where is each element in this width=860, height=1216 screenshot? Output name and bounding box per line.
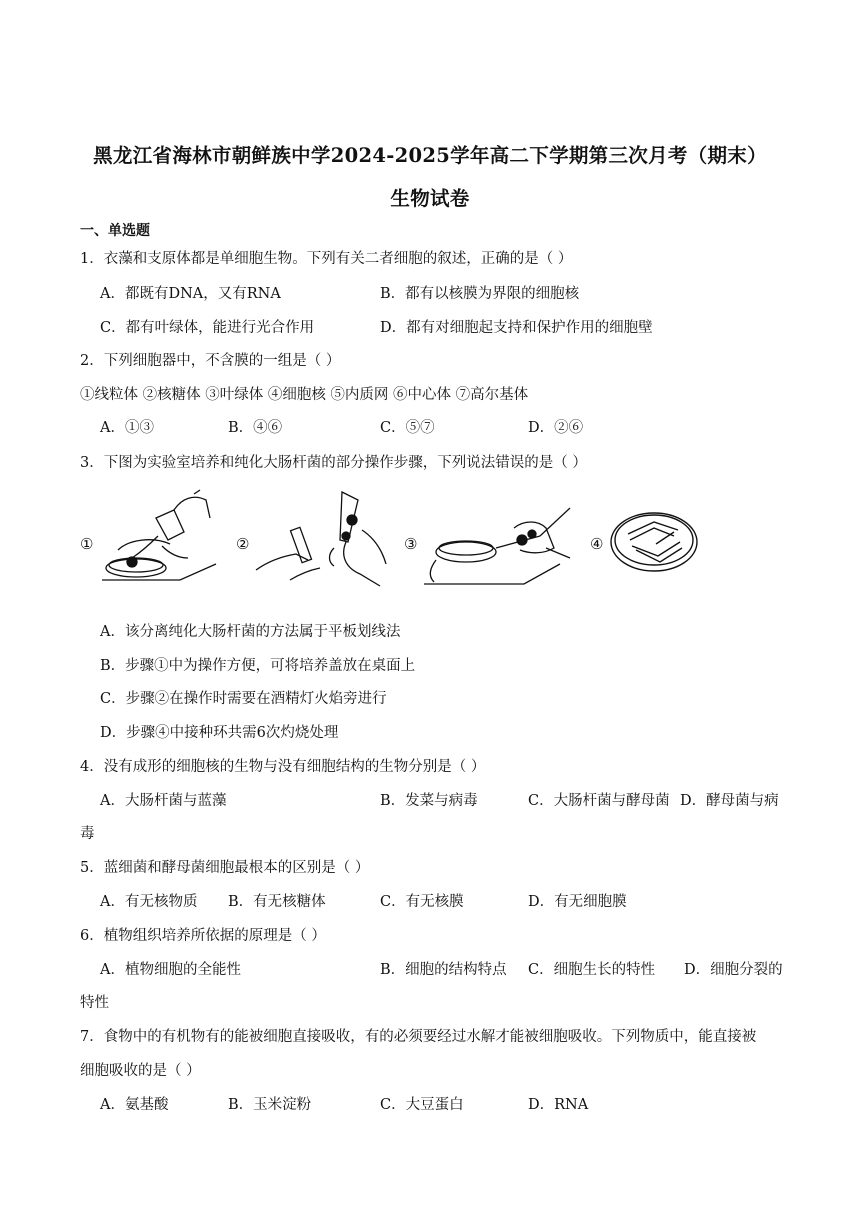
figure-label-1: ① bbox=[80, 535, 94, 553]
q1-option-d: D．都有对细胞起支持和保护作用的细胞壁 bbox=[380, 320, 653, 336]
exam-title: 黑龙江省海林市朝鲜族中学2024-2025学年高二下学期第三次月考（期末） bbox=[93, 144, 767, 167]
step-1-illustration bbox=[98, 488, 228, 590]
q4-option-c: C．大肠杆菌与酵母菌 bbox=[528, 793, 670, 809]
q7-option-a: A．氨基酸 bbox=[100, 1097, 169, 1113]
q1-option-a: A．都既有DNA，又有RNA bbox=[100, 286, 281, 302]
q3-option-a: A．该分离纯化大肠杆菌的方法属于平板划线法 bbox=[100, 624, 401, 640]
figure-label-2: ② bbox=[236, 535, 250, 553]
section-heading: 一、单选题 bbox=[80, 223, 150, 239]
question-2-note: ①线粒体 ②核糖体 ③叶绿体 ④细胞核 ⑤内质网 ⑥中心体 ⑦高尔基体 bbox=[80, 387, 529, 403]
question-1-stem: 1．衣藻和支原体都是单细胞生物。下列有关二者细胞的叙述，正确的是（ ） bbox=[80, 251, 573, 267]
question-6-stem: 6．植物组织培养所依据的原理是（ ） bbox=[80, 928, 326, 944]
q2-option-d: D．②⑥ bbox=[528, 420, 584, 436]
q5-option-a: A．有无核物质 bbox=[100, 894, 198, 910]
exam-subtitle: 生物试卷 bbox=[390, 187, 470, 210]
q2-option-a: A．①③ bbox=[100, 420, 154, 436]
question-5-stem: 5．蓝细菌和酵母菌细胞最根本的区别是（ ） bbox=[80, 860, 370, 876]
q4-option-d: D．酵母菌与病 bbox=[680, 793, 779, 809]
q2-option-b: B．④⑥ bbox=[228, 420, 283, 436]
q3-option-b: B．步骤①中为操作方便，可将培养盖放在桌面上 bbox=[100, 658, 416, 674]
q1-option-b: B．都有以核膜为界限的细胞核 bbox=[380, 286, 580, 302]
figure-label-3: ③ bbox=[404, 535, 418, 553]
q5-option-c: C．有无核膜 bbox=[380, 894, 464, 910]
q4-option-d-wrap: 毒 bbox=[80, 826, 95, 842]
step-3-illustration bbox=[420, 498, 580, 592]
figure-label-4: ④ bbox=[590, 535, 604, 553]
q5-option-d: D．有无细胞膜 bbox=[528, 894, 627, 910]
q3-option-c: C．步骤②在操作时需要在酒精灯火焰旁进行 bbox=[100, 691, 387, 707]
question-7-stem-continued: 细胞吸收的是（ ） bbox=[80, 1063, 201, 1079]
question-4-stem: 4．没有成形的细胞核的生物与没有细胞结构的生物分别是（ ） bbox=[80, 759, 486, 775]
step-4-illustration bbox=[608, 508, 700, 576]
q6-option-b: B．细胞的结构特点 bbox=[380, 962, 507, 978]
q6-option-d-wrap: 特性 bbox=[80, 995, 109, 1011]
q3-option-d: D．步骤④中接种环共需6次灼烧处理 bbox=[100, 725, 339, 741]
question-2-stem: 2．下列细胞器中，不含膜的一组是（ ） bbox=[80, 353, 341, 369]
question-7-stem: 7．食物中的有机物有的能被细胞直接吸收，有的必须要经过水解才能被细胞吸收。下列物质中，能直接被 bbox=[80, 1029, 757, 1045]
q4-option-b: B．发菜与病毒 bbox=[380, 793, 478, 809]
q6-option-a: A．植物细胞的全能性 bbox=[100, 962, 241, 978]
q4-option-a: A．大肠杆菌与蓝藻 bbox=[100, 793, 227, 809]
step-2-illustration bbox=[250, 490, 400, 590]
q7-option-c: C．大豆蛋白 bbox=[380, 1097, 464, 1113]
q7-option-b: B．玉米淀粉 bbox=[228, 1097, 312, 1113]
q6-option-c: C．细胞生长的特性 bbox=[528, 962, 656, 978]
q5-option-b: B．有无核糖体 bbox=[228, 894, 326, 910]
question-3-stem: 3．下图为实验室培养和纯化大肠杆菌的部分操作步骤，下列说法错误的是（ ） bbox=[80, 455, 587, 471]
q1-option-c: C．都有叶绿体，能进行光合作用 bbox=[100, 320, 315, 336]
q7-option-d: D．RNA bbox=[528, 1097, 589, 1113]
q6-option-d: D．细胞分裂的 bbox=[684, 962, 783, 978]
q2-option-c: C．⑤⑦ bbox=[380, 420, 435, 436]
